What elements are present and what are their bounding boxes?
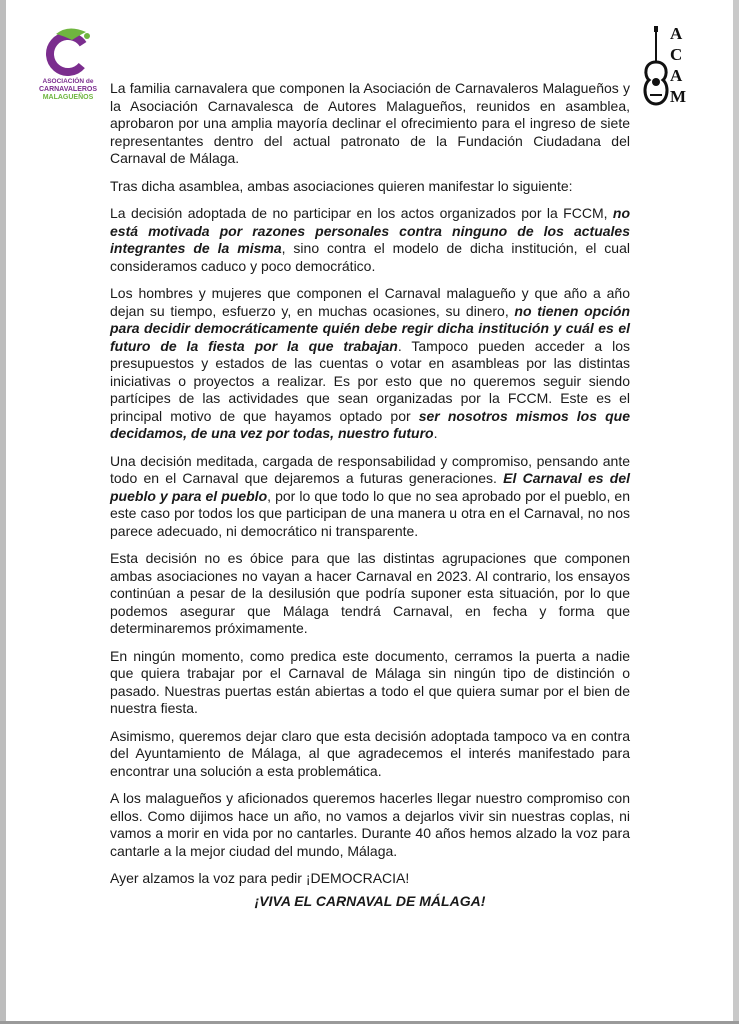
logo-emblem-icon: [38, 24, 98, 76]
logo-line-1: ASOCIACIÓN de: [42, 78, 94, 85]
statement-body: [110, 80, 630, 898]
paragraph-3-emphasis: no está motivada por razones personales contra ninguno de los actuales integrantes de la misma: [110, 205, 630, 256]
carnavaleros-malaguenos-logo: [28, 24, 108, 118]
logo-line-3: MALAGUEÑOS: [42, 94, 94, 101]
paragraph-5-text-a: Una decisión meditada, cargada de responsabilidad y compromiso, pensando ante todo en el Carnaval que dejaremos a futuras generaciones.: [110, 452, 630, 486]
paragraph-10: Ayer alzamos la voz para pedir ¡DEMOCRACIA!: [110, 870, 410, 886]
page-edge-right: [733, 0, 739, 1024]
paragraph-4-emphasis-1: no tienen opción para decidir democráticamente quién debe regir dicha institución y cuál es el futuro de la fiesta por la que trabajan: [110, 302, 630, 354]
paragraph-3: [110, 205, 630, 275]
logo-line-2: CARNAVALEROS: [38, 86, 98, 93]
acam-letter-a2: A: [670, 66, 683, 85]
paragraph-7: En ningún momento, como predica este documento, cerramos la puerta a nadie que quiera trabajar por el Carnaval de Málaga sin ningún tipo de distinción o pasado. Nuestras puertas están abiertas a todo el que quiera sumar por el bien de nuestra fiesta.: [110, 647, 630, 716]
acam-logo: [640, 22, 696, 112]
paragraph-3-text-c: , sino contra el modelo de dicha institución, el cual consideramos caduco y poco democrático.: [110, 240, 630, 274]
closing-slogan: ¡VIVA EL CARNAVAL DE MÁLAGA!: [254, 893, 486, 909]
paragraph-4-text-a: Los hombres y mujeres que componen el Carnaval malagueño y que año a año dejan su tiempo, esfuerzo y, en muchas ocasiones, su dinero,: [110, 285, 630, 319]
paragraph-4: [110, 285, 630, 443]
paragraph-9: A los malagueños y aficionados queremos hacerles llegar nuestro compromiso con ellos. Como dijimos hace un año, no vamos a dejarlos vivir sin nuestras coplas, ni vamos a morir en vida por no cantarles. Durante 40 años hemos alzado la voz para cantarle a la mejor ciudad del mundo, Málaga.: [110, 790, 630, 859]
acam-letter-a1: A: [670, 24, 683, 43]
paragraph-4-text-c: . Tampoco pueden acceder a los presupuestos y estados de las cuentas o votar en asambleas por las distintas iniciativas o proyectos a realizar. Es por esto que no queremos seguir siendo partícipes de las actividades que sean organizadas por la FCCM. Este es el principal motivo de que hayamos optado por: [110, 337, 630, 424]
paragraph-8: Asimismo, queremos dejar claro que esta decisión adoptada tampoco va en contra del Ayuntamiento de Málaga, al que agradecemos el interés manifestado para encontrar una solución a esta problemática.: [110, 727, 630, 779]
paragraph-3-text-a: La decisión adoptada de no participar en los actos organizados por la FCCM,: [110, 205, 613, 221]
guitar-pen-icon: [640, 24, 674, 110]
paragraph-2: Tras dicha asamblea, ambas asociaciones quieren manifestar lo siguiente:: [110, 177, 573, 194]
paragraph-5-text-c: , por lo que todo lo que no sea aprobado por el pueblo, en este caso por todos los que participan de una manera u otra en el Carnaval, no nos parece adecuado, ni democrático ni transparente.: [110, 487, 631, 539]
paragraph-1: La familia carnavalera que componen la Asociación de Carnavaleros Malagueños y la Asociación Carnavalesca de Autores Malagueños, reunidos en asamblea, aprobaron por una amplia mayoría declinar el ofrecimiento para el ingreso de siete representantes dentro del actual patronato de la Fundación Ciudadana del Carnaval de Málaga.: [110, 80, 630, 166]
acam-letter-m: M: [670, 87, 687, 106]
paragraph-4-text-e: .: [433, 425, 438, 441]
paragraph-5: [110, 453, 630, 541]
paragraph-6: Esta decisión no es óbice para que las distintas agrupaciones que componen ambas asociaciones no vayan a hacer Carnaval en 2023. Al contrario, los ensayos continúan a pesar de la desilusión que podría suponer esta situación, por lo que podemos asegurar que Málaga tendrá Carnaval, en fecha y forma que determinaremos próximamente.: [110, 550, 630, 636]
paragraph-5-emphasis: El Carnaval es del pueblo y para el pueblo: [110, 470, 631, 504]
acam-letter-c: C: [670, 45, 683, 64]
paragraph-4-emphasis-2: ser nosotros mismos los que decidamos, de una vez por todas, nuestro futuro: [110, 407, 630, 441]
